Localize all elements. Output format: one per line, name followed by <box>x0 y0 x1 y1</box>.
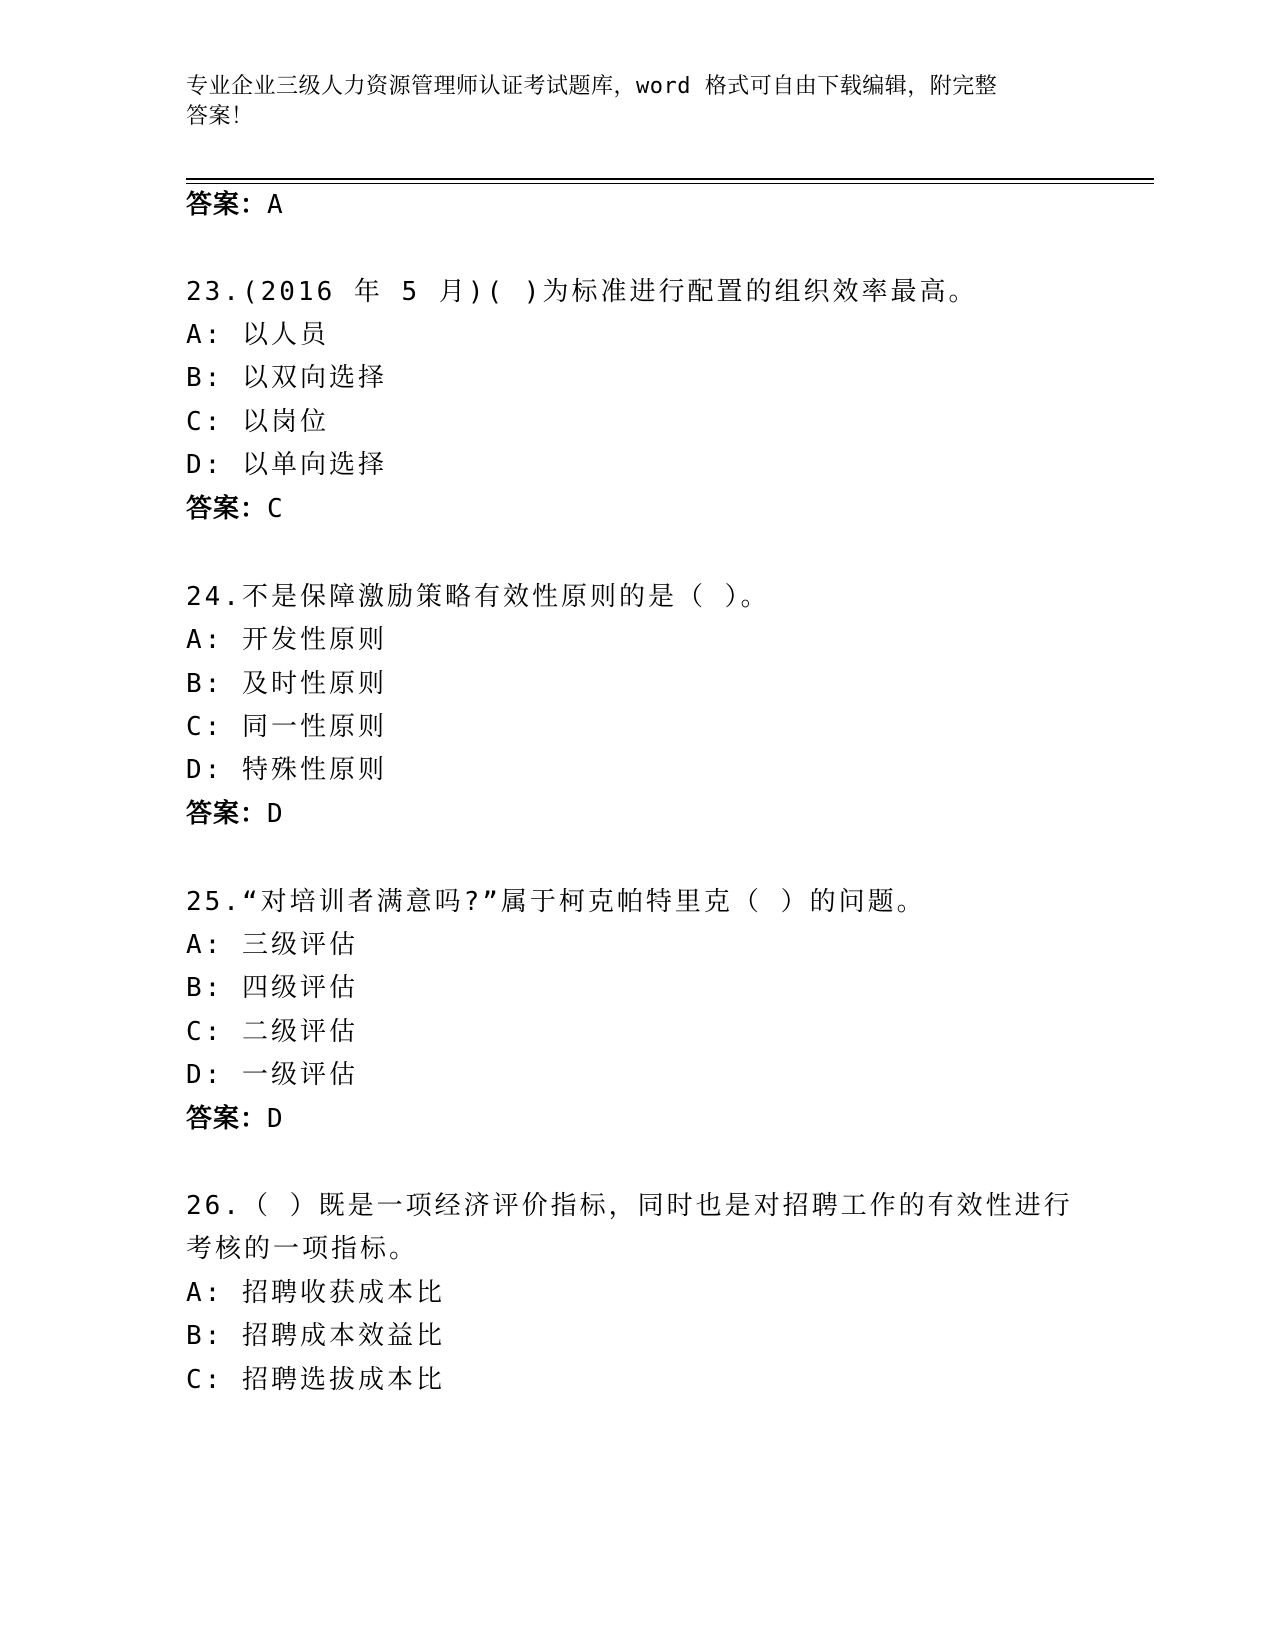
question-26-text-line-1: 26.（ ）既是一项经济评价指标，同时也是对招聘工作的有效性进行 <box>186 1191 1073 1221</box>
answer-label: 答案： <box>186 1104 268 1134</box>
answer-label: 答案： <box>186 494 268 524</box>
answer-25 <box>186 1102 1086 1136</box>
question-26-option-b: B: 招聘成本效益比 <box>186 1321 445 1351</box>
question-23-text: 23.(2016 年 5 月)( )为标准进行配置的组织效率最高。 <box>186 277 978 307</box>
question-25-option-d: D: 一级评估 <box>186 1060 358 1090</box>
answer-value: A <box>267 190 284 220</box>
question-24-option-c: C: 同一性原则 <box>186 712 387 742</box>
answer-value: D <box>267 1104 284 1134</box>
answer-label: 答案： <box>186 799 268 829</box>
question-23-option-a: A: 以人员 <box>186 320 329 350</box>
question-26-option-a: A: 招聘收获成本比 <box>186 1278 445 1308</box>
question-23-option-b: B: 以双向选择 <box>186 363 387 393</box>
header-line-2: 答案！ <box>186 104 254 129</box>
answer-23 <box>186 492 1086 526</box>
header-divider-thick <box>186 178 1154 180</box>
question-24-option-a: A: 开发性原则 <box>186 625 387 655</box>
question-24-text: 24.不是保障激励策略有效性原则的是（ ）。 <box>186 582 770 612</box>
document-header <box>186 72 1066 132</box>
answer-label: 答案： <box>186 190 268 220</box>
question-26-text-line-2: 考核的一项指标。 <box>186 1234 419 1264</box>
answer-value: D <box>267 799 284 829</box>
question-25-option-a: A: 三级评估 <box>186 930 358 960</box>
question-25-option-b: B: 四级评估 <box>186 973 358 1003</box>
question-24-option-b: B: 及时性原则 <box>186 669 387 699</box>
question-24-option-d: D: 特殊性原则 <box>186 755 387 785</box>
answer-value: C <box>267 494 284 524</box>
answer-24 <box>186 797 1086 831</box>
question-23-option-d: D: 以单向选择 <box>186 450 387 480</box>
header-divider-thin <box>186 183 1154 184</box>
answer-22 <box>186 188 1086 222</box>
header-line-1: 专业企业三级人力资源管理师认证考试题库，word 格式可自由下载编辑，附完整 <box>186 74 998 99</box>
question-23-option-c: C: 以岗位 <box>186 407 329 437</box>
question-25-text: 25.“对培训者满意吗?”属于柯克帕特里克（ ）的问题。 <box>186 887 926 917</box>
question-25-option-c: C: 二级评估 <box>186 1017 358 1047</box>
question-26-option-c: C: 招聘选拔成本比 <box>186 1365 445 1395</box>
